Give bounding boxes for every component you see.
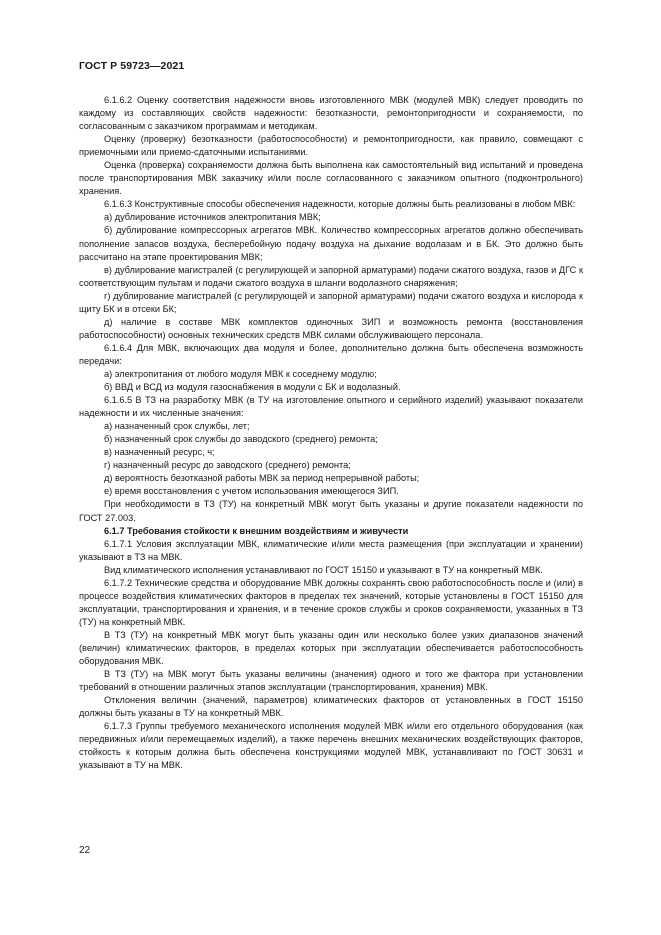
paragraph: 6.1.6.2 Оценку соответствия надежности вновь изготовленного МВК (модулей МВК) следует проводить по каждому из составляющих свойств надежности: безотказности, ремонтопригодности и сохраняемости, по согласованным с заказчиком программам и методикам.	[79, 95, 583, 132]
paragraph: 6.1.6.3 Конструктивные способы обеспечения надежности, которые должны быть реализованы в любом МВК:	[104, 199, 576, 210]
paragraph: б) назначенный срок службы до заводского (среднего) ремонта;	[104, 434, 378, 445]
paragraph: 6.1.7.1 Условия эксплуатации МВК, климатические и/или места размещения (при эксплуатации и хранении) указывают в ТЗ на МВК.	[79, 538, 583, 562]
paragraph: В ТЗ (ТУ) на конкретный МВК могут быть указаны один или несколько более узких диапазонов значений (величин) климатических факторов, в пределах которых при эксплуатации обеспечивается работоспособность оборудования МВК.	[79, 629, 583, 667]
paragraph: б) ВВД и ВСД из модуля газоснабжения в модули с БК и водолазный.	[104, 382, 401, 393]
paragraph: б) дублирование компрессорных агрегатов МВК. Количество компрессорных агрегатов должно обеспечивать пополнение запасов воздуха, бесперебойную подачу воздуха на дыхание водолазам и в БК. Это должно быть рассчитано на этапе проектирования МВК;	[79, 225, 583, 262]
document-body	[79, 94, 583, 772]
paragraph: г) дублирование магистралей (с регулирующей и запорной арматурами) подачи сжатого воздуха и кислорода к щиту БК и в отсеки БК;	[79, 290, 583, 314]
paragraph: Вид климатического исполнения устанавливают по ГОСТ 15150 и указывают в ТУ на конкретный МВК.	[104, 564, 543, 575]
paragraph: а) дублирование источников электропитания МВК;	[104, 212, 321, 223]
paragraph: Отклонения величин (значений, параметров) климатических факторов от установленных в ГОСТ 15150 должны быть указаны в ТУ на конкретный МВК.	[79, 695, 583, 719]
paragraph: г) назначенный ресурс до заводского (среднего) ремонта;	[104, 460, 351, 471]
paragraph: е) время восстановления с учетом использования имеющегося ЗИП.	[104, 486, 399, 497]
paragraph: 6.1.6.5 В ТЗ на разработку МВК (в ТУ на изготовление опытного и серийного изделий) указывают показатели надежности и их численные значения:	[79, 395, 583, 419]
paragraph: в) назначенный ресурс, ч;	[104, 447, 215, 458]
paragraph: 6.1.7.2 Технические средства и оборудование МВК должны сохранять свою работоспособность после и (или) в процессе воздействия климатических факторов в пределах тех значений, которые установлены в ГОСТ 15150 для эксплуатации, транспортирования и хранения, и в течение сроков службы и сроков сохраняемости, указанных в ТЗ (ТУ) на конкретный МВК.	[79, 577, 583, 627]
document-header: ГОСТ Р 59723—2021	[79, 60, 185, 72]
paragraph: Оценку (проверку) безотказности (работоспособности) и ремонтопригодности, как правило, совмещают с приемочными или приемо-сдаточными испытаниями.	[79, 134, 583, 158]
page-number: 22	[79, 845, 91, 856]
paragraph: а) электропитания от любого модуля МВК к соседнему модулю;	[104, 368, 377, 379]
paragraph: а) назначенный срок службы, лет;	[104, 421, 250, 432]
paragraph: При необходимости в ТЗ (ТУ) на конкретный МВК могут быть указаны и другие показатели надежности по ГОСТ 27.003.	[79, 499, 583, 523]
paragraph: Оценка (проверка) сохраняемости должна быть выполнена как самостоятельный вид испытаний и проведена после транспортирования МВК заказчику и/или после согласованного с заказчиком опытного (подконтрольного) хранения.	[79, 160, 583, 197]
section-heading: 6.1.7 Требования стойкости к внешним воздействиям и живучести	[104, 525, 409, 536]
paragraph: в) дублирование магистралей (с регулирующей и запорной арматурами) подачи сжатого воздуха, газов и ДГС к соответствующим пультам и подачи сжатого воздуха в шланги водолазного снаряжения;	[79, 264, 583, 288]
paragraph: В ТЗ (ТУ) на МВК могут быть указаны величины (значения) одного и того же фактора при установлении требований в отношении различных этапов эксплуатации (транспортирования, хранения) МВК.	[79, 669, 583, 693]
paragraph: 6.1.6.4 Для МВК, включающих два модуля и более, дополнительно должна быть обеспечена возможность передачи:	[79, 342, 583, 366]
paragraph: 6.1.7.3 Группы требуемого механического исполнения модулей МВК и/или его отдельного оборудования (как передвижных и/или перемещаемых изделий), а также перечень внешних механических воздействующих факторов, стойкость к которым должна быть обеспечена конструкциями модулей МВК, устанавливают по ГОСТ 30631 и указывают в ТУ на МВК.	[79, 721, 583, 771]
paragraph: д) вероятность безотказной работы МВК за период непрерывной работы;	[104, 473, 420, 484]
paragraph: д) наличие в составе МВК комплектов одиночных ЗИП и возможность ремонта (восстановления работоспособности) основных технических средств МВК силами обслуживающего персонала.	[79, 316, 583, 340]
